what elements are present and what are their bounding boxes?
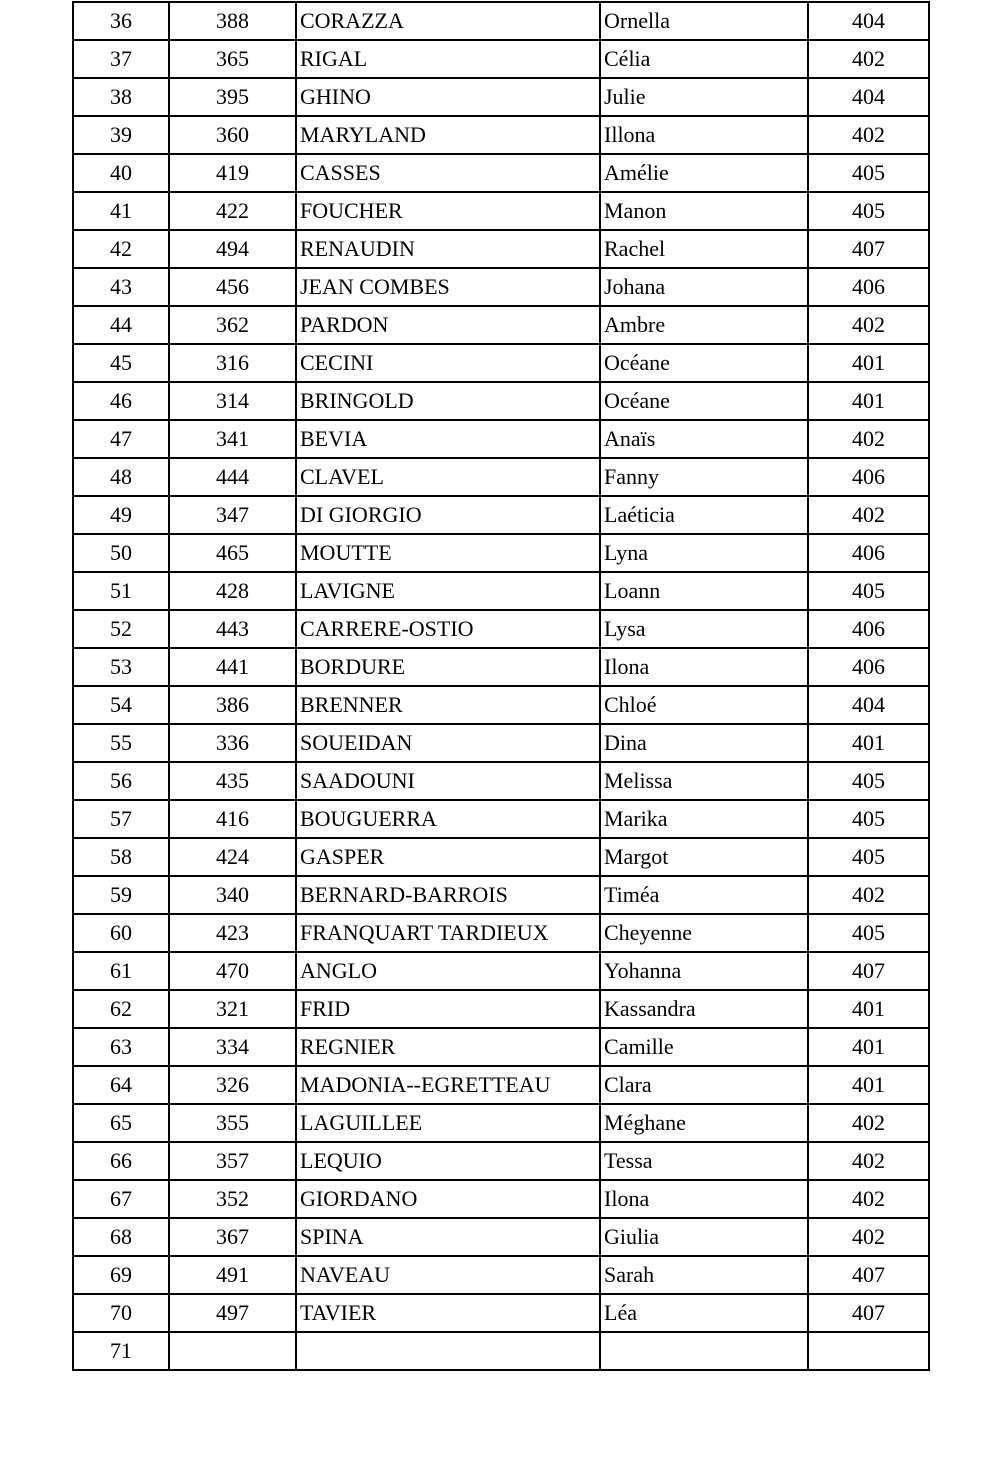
- last-name-cell: LAGUILLEE: [296, 1104, 600, 1142]
- first-name-cell: Cheyenne: [600, 914, 808, 952]
- group-cell: 402: [808, 1218, 929, 1256]
- last-name-cell: BRINGOLD: [296, 382, 600, 420]
- table-row: [73, 648, 929, 686]
- last-name-cell: BOUGUERRA: [296, 800, 600, 838]
- group-cell: 406: [808, 648, 929, 686]
- group-cell: 405: [808, 154, 929, 192]
- first-name-cell: Lysa: [600, 610, 808, 648]
- last-name-cell: GHINO: [296, 78, 600, 116]
- table-row: [73, 382, 929, 420]
- first-name-cell: Giulia: [600, 1218, 808, 1256]
- table-row: [73, 1142, 929, 1180]
- roster-table-body: [73, 2, 929, 1370]
- rank-cell: 48: [73, 458, 169, 496]
- rank-cell: 68: [73, 1218, 169, 1256]
- id-cell: 357: [169, 1142, 296, 1180]
- rank-cell: 47: [73, 420, 169, 458]
- last-name-cell: RIGAL: [296, 40, 600, 78]
- rank-cell: 60: [73, 914, 169, 952]
- table-row: [73, 458, 929, 496]
- first-name-cell: Ilona: [600, 1180, 808, 1218]
- group-cell: 401: [808, 382, 929, 420]
- id-cell: 326: [169, 1066, 296, 1104]
- table-row: [73, 800, 929, 838]
- table-row: [73, 306, 929, 344]
- id-cell: [169, 1332, 296, 1370]
- table-row: [73, 268, 929, 306]
- id-cell: 314: [169, 382, 296, 420]
- id-cell: 360: [169, 116, 296, 154]
- rank-cell: 64: [73, 1066, 169, 1104]
- id-cell: 355: [169, 1104, 296, 1142]
- first-name-cell: Amélie: [600, 154, 808, 192]
- last-name-cell: BRENNER: [296, 686, 600, 724]
- first-name-cell: Rachel: [600, 230, 808, 268]
- group-cell: 402: [808, 420, 929, 458]
- rank-cell: 63: [73, 1028, 169, 1066]
- last-name-cell: BEVIA: [296, 420, 600, 458]
- group-cell: 407: [808, 1294, 929, 1332]
- id-cell: 428: [169, 572, 296, 610]
- last-name-cell: RENAUDIN: [296, 230, 600, 268]
- table-row: [73, 914, 929, 952]
- table-row: [73, 1294, 929, 1332]
- table-row: [73, 2, 929, 40]
- first-name-cell: Chloé: [600, 686, 808, 724]
- first-name-cell: Ornella: [600, 2, 808, 40]
- table-row: [73, 420, 929, 458]
- id-cell: 386: [169, 686, 296, 724]
- rank-cell: 39: [73, 116, 169, 154]
- last-name-cell: GIORDANO: [296, 1180, 600, 1218]
- last-name-cell: REGNIER: [296, 1028, 600, 1066]
- first-name-cell: Camille: [600, 1028, 808, 1066]
- first-name-cell: Sarah: [600, 1256, 808, 1294]
- first-name-cell: Anaïs: [600, 420, 808, 458]
- rank-cell: 57: [73, 800, 169, 838]
- group-cell: 407: [808, 952, 929, 990]
- table-row: [73, 876, 929, 914]
- id-cell: 456: [169, 268, 296, 306]
- id-cell: 352: [169, 1180, 296, 1218]
- table-row: [73, 496, 929, 534]
- rank-cell: 66: [73, 1142, 169, 1180]
- group-cell: 405: [808, 800, 929, 838]
- first-name-cell: Illona: [600, 116, 808, 154]
- id-cell: 470: [169, 952, 296, 990]
- table-row: [73, 78, 929, 116]
- rank-cell: 54: [73, 686, 169, 724]
- table-row: [73, 116, 929, 154]
- last-name-cell: [296, 1332, 600, 1370]
- id-cell: 441: [169, 648, 296, 686]
- rank-cell: 61: [73, 952, 169, 990]
- first-name-cell: Johana: [600, 268, 808, 306]
- group-cell: 406: [808, 610, 929, 648]
- rank-cell: 37: [73, 40, 169, 78]
- table-row: [73, 1104, 929, 1142]
- id-cell: 444: [169, 458, 296, 496]
- rank-cell: 50: [73, 534, 169, 572]
- first-name-cell: Fanny: [600, 458, 808, 496]
- rank-cell: 40: [73, 154, 169, 192]
- id-cell: 423: [169, 914, 296, 952]
- table-row: [73, 1066, 929, 1104]
- table-row: [73, 952, 929, 990]
- rank-cell: 62: [73, 990, 169, 1028]
- group-cell: 401: [808, 990, 929, 1028]
- rank-cell: 45: [73, 344, 169, 382]
- rank-cell: 36: [73, 2, 169, 40]
- last-name-cell: BERNARD-BARROIS: [296, 876, 600, 914]
- table-row: [73, 610, 929, 648]
- rank-cell: 43: [73, 268, 169, 306]
- last-name-cell: GASPER: [296, 838, 600, 876]
- group-cell: 405: [808, 838, 929, 876]
- last-name-cell: FRANQUART TARDIEUX: [296, 914, 600, 952]
- table-row: [73, 230, 929, 268]
- last-name-cell: BORDURE: [296, 648, 600, 686]
- group-cell: 402: [808, 496, 929, 534]
- id-cell: 341: [169, 420, 296, 458]
- last-name-cell: ANGLO: [296, 952, 600, 990]
- group-cell: 401: [808, 1066, 929, 1104]
- id-cell: 365: [169, 40, 296, 78]
- group-cell: 404: [808, 2, 929, 40]
- id-cell: 395: [169, 78, 296, 116]
- first-name-cell: Célia: [600, 40, 808, 78]
- id-cell: 388: [169, 2, 296, 40]
- first-name-cell: [600, 1332, 808, 1370]
- id-cell: 316: [169, 344, 296, 382]
- group-cell: 401: [808, 1028, 929, 1066]
- id-cell: 494: [169, 230, 296, 268]
- first-name-cell: Dina: [600, 724, 808, 762]
- rank-cell: 58: [73, 838, 169, 876]
- rank-cell: 42: [73, 230, 169, 268]
- table-row: [73, 572, 929, 610]
- group-cell: 402: [808, 1104, 929, 1142]
- id-cell: 340: [169, 876, 296, 914]
- first-name-cell: Kassandra: [600, 990, 808, 1028]
- last-name-cell: FRID: [296, 990, 600, 1028]
- id-cell: 435: [169, 762, 296, 800]
- rank-cell: 70: [73, 1294, 169, 1332]
- table-row: [73, 762, 929, 800]
- id-cell: 367: [169, 1218, 296, 1256]
- rank-cell: 71: [73, 1332, 169, 1370]
- last-name-cell: MOUTTE: [296, 534, 600, 572]
- first-name-cell: Yohanna: [600, 952, 808, 990]
- id-cell: 362: [169, 306, 296, 344]
- table-row: [73, 838, 929, 876]
- id-cell: 321: [169, 990, 296, 1028]
- group-cell: 407: [808, 1256, 929, 1294]
- first-name-cell: Ilona: [600, 648, 808, 686]
- id-cell: 491: [169, 1256, 296, 1294]
- first-name-cell: Timéa: [600, 876, 808, 914]
- last-name-cell: LEQUIO: [296, 1142, 600, 1180]
- group-cell: [808, 1332, 929, 1370]
- first-name-cell: Laéticia: [600, 496, 808, 534]
- group-cell: 406: [808, 268, 929, 306]
- group-cell: 406: [808, 458, 929, 496]
- last-name-cell: SPINA: [296, 1218, 600, 1256]
- first-name-cell: Océane: [600, 382, 808, 420]
- rank-cell: 46: [73, 382, 169, 420]
- last-name-cell: TAVIER: [296, 1294, 600, 1332]
- last-name-cell: LAVIGNE: [296, 572, 600, 610]
- rank-cell: 69: [73, 1256, 169, 1294]
- table-row: [73, 686, 929, 724]
- first-name-cell: Loann: [600, 572, 808, 610]
- rank-cell: 53: [73, 648, 169, 686]
- table-row: [73, 1180, 929, 1218]
- first-name-cell: Margot: [600, 838, 808, 876]
- group-cell: 402: [808, 40, 929, 78]
- first-name-cell: Ambre: [600, 306, 808, 344]
- group-cell: 402: [808, 1142, 929, 1180]
- table-row: [73, 990, 929, 1028]
- last-name-cell: MARYLAND: [296, 116, 600, 154]
- roster-table: [72, 1, 930, 1371]
- last-name-cell: NAVEAU: [296, 1256, 600, 1294]
- group-cell: 402: [808, 876, 929, 914]
- group-cell: 405: [808, 914, 929, 952]
- first-name-cell: Julie: [600, 78, 808, 116]
- table-row: [73, 1028, 929, 1066]
- table-row: [73, 344, 929, 382]
- table-row: [73, 534, 929, 572]
- group-cell: 402: [808, 1180, 929, 1218]
- rank-cell: 67: [73, 1180, 169, 1218]
- rank-cell: 49: [73, 496, 169, 534]
- last-name-cell: SAADOUNI: [296, 762, 600, 800]
- last-name-cell: CECINI: [296, 344, 600, 382]
- group-cell: 405: [808, 572, 929, 610]
- id-cell: 422: [169, 192, 296, 230]
- table-row: [73, 40, 929, 78]
- first-name-cell: Lyna: [600, 534, 808, 572]
- last-name-cell: CORAZZA: [296, 2, 600, 40]
- group-cell: 405: [808, 192, 929, 230]
- group-cell: 406: [808, 534, 929, 572]
- group-cell: 407: [808, 230, 929, 268]
- last-name-cell: PARDON: [296, 306, 600, 344]
- id-cell: 465: [169, 534, 296, 572]
- table-row: [73, 724, 929, 762]
- id-cell: 336: [169, 724, 296, 762]
- id-cell: 419: [169, 154, 296, 192]
- table-row: [73, 1256, 929, 1294]
- last-name-cell: CARRERE-OSTIO: [296, 610, 600, 648]
- table-row: [73, 1332, 929, 1370]
- group-cell: 405: [808, 762, 929, 800]
- group-cell: 402: [808, 306, 929, 344]
- id-cell: 334: [169, 1028, 296, 1066]
- first-name-cell: Clara: [600, 1066, 808, 1104]
- last-name-cell: MADONIA--EGRETTEAU: [296, 1066, 600, 1104]
- id-cell: 497: [169, 1294, 296, 1332]
- id-cell: 443: [169, 610, 296, 648]
- rank-cell: 38: [73, 78, 169, 116]
- group-cell: 404: [808, 686, 929, 724]
- rank-cell: 52: [73, 610, 169, 648]
- table-row: [73, 192, 929, 230]
- id-cell: 416: [169, 800, 296, 838]
- group-cell: 401: [808, 344, 929, 382]
- rank-cell: 65: [73, 1104, 169, 1142]
- first-name-cell: Marika: [600, 800, 808, 838]
- table-row: [73, 1218, 929, 1256]
- rank-cell: 56: [73, 762, 169, 800]
- rank-cell: 41: [73, 192, 169, 230]
- first-name-cell: Léa: [600, 1294, 808, 1332]
- group-cell: 404: [808, 78, 929, 116]
- rank-cell: 51: [73, 572, 169, 610]
- group-cell: 401: [808, 724, 929, 762]
- last-name-cell: FOUCHER: [296, 192, 600, 230]
- id-cell: 424: [169, 838, 296, 876]
- first-name-cell: Manon: [600, 192, 808, 230]
- last-name-cell: DI GIORGIO: [296, 496, 600, 534]
- first-name-cell: Océane: [600, 344, 808, 382]
- table-row: [73, 154, 929, 192]
- first-name-cell: Méghane: [600, 1104, 808, 1142]
- first-name-cell: Melissa: [600, 762, 808, 800]
- rank-cell: 59: [73, 876, 169, 914]
- last-name-cell: CASSES: [296, 154, 600, 192]
- rank-cell: 55: [73, 724, 169, 762]
- last-name-cell: CLAVEL: [296, 458, 600, 496]
- last-name-cell: JEAN COMBES: [296, 268, 600, 306]
- group-cell: 402: [808, 116, 929, 154]
- id-cell: 347: [169, 496, 296, 534]
- first-name-cell: Tessa: [600, 1142, 808, 1180]
- rank-cell: 44: [73, 306, 169, 344]
- last-name-cell: SOUEIDAN: [296, 724, 600, 762]
